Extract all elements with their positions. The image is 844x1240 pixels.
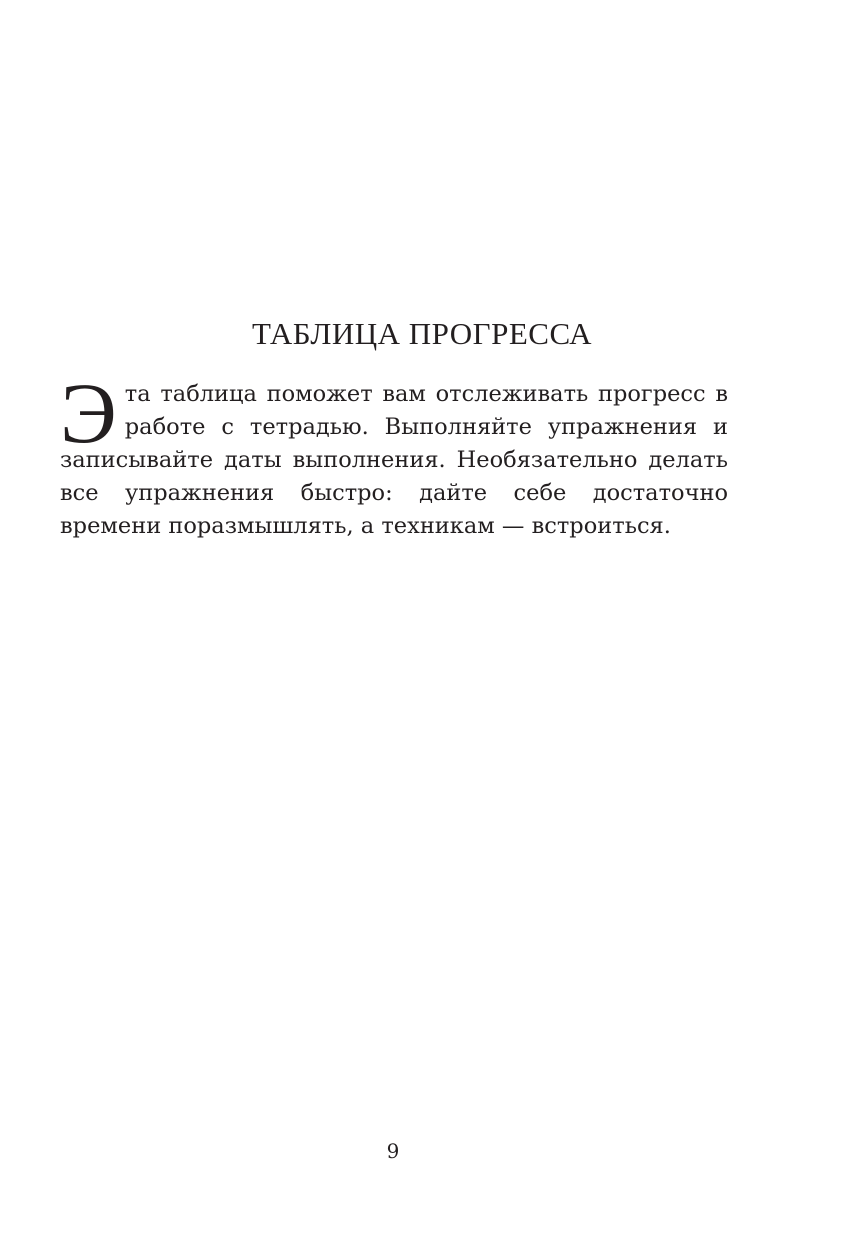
page-number: 9 xyxy=(386,1139,400,1163)
page-title: ТАБЛИЦА ПРОГРЕССА xyxy=(252,316,592,351)
intro-paragraph xyxy=(60,365,728,543)
drop-cap: Э xyxy=(60,365,117,461)
paragraph-text: та таблица поможет вам отслеживать прогресс в работе с тетрадью. Выполняйте упражнения и записывайте даты выполнения. Необязательно делать все упражнения быстро: дайте себе достаточно времени поразмышлять, а техникам — встроиться. xyxy=(60,381,728,539)
